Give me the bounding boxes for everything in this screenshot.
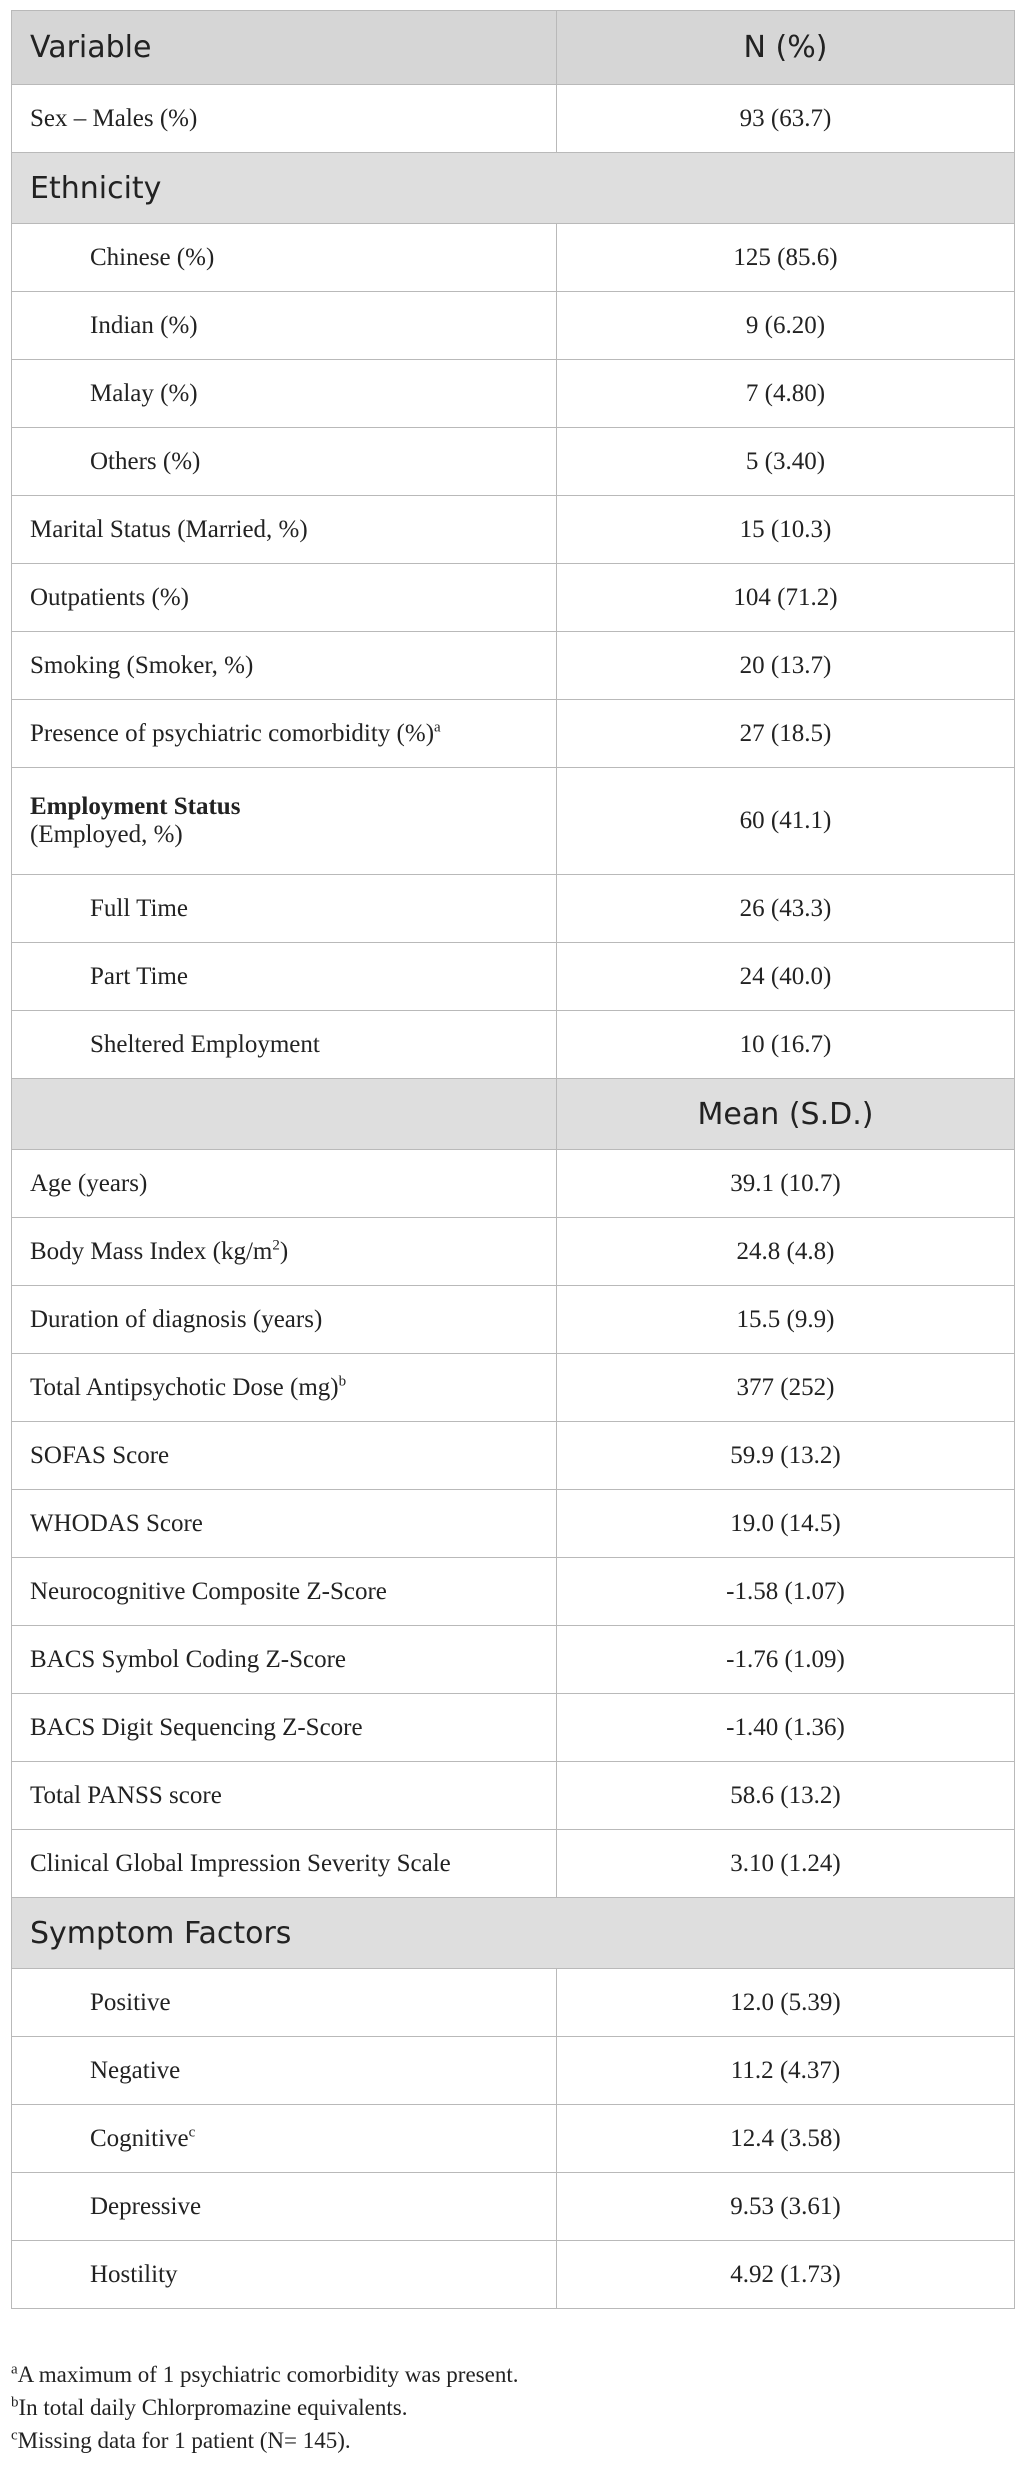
table-row <box>12 1558 1015 1626</box>
row-value: 15.5 (9.9) <box>557 1286 1015 1354</box>
row-label: Malay (%) <box>12 360 557 428</box>
row-label: Sheltered Employment <box>12 1011 557 1079</box>
row-value: 104 (71.2) <box>557 564 1015 632</box>
table-row <box>12 2241 1015 2309</box>
table-row <box>12 1286 1015 1354</box>
row-value: 11.2 (4.37) <box>557 2037 1015 2105</box>
row-label: Outpatients (%) <box>12 564 557 632</box>
header-n-percent: N (%) <box>557 11 1015 85</box>
employment-title: Employment Status <box>30 793 241 820</box>
section-row-mean <box>12 1079 1015 1150</box>
row-label: Cognitive <box>90 2124 189 2152</box>
row-label: Total PANSS score <box>12 1762 557 1830</box>
row-label-cell <box>12 700 557 768</box>
row-value: 24 (40.0) <box>557 943 1015 1011</box>
employment-subtitle: (Employed, %) <box>30 821 183 848</box>
table-row <box>12 632 1015 700</box>
demographics-table <box>11 10 1015 2309</box>
table-row <box>12 1830 1015 1898</box>
row-value: 19.0 (14.5) <box>557 1490 1015 1558</box>
table-row <box>12 292 1015 360</box>
row-value: 9 (6.20) <box>557 292 1015 360</box>
table-row <box>12 1422 1015 1490</box>
row-value: 26 (43.3) <box>557 875 1015 943</box>
row-label: Negative <box>12 2037 557 2105</box>
row-value: 39.1 (10.7) <box>557 1150 1015 1218</box>
row-label: SOFAS Score <box>12 1422 557 1490</box>
row-label: BACS Digit Sequencing Z-Score <box>12 1694 557 1762</box>
row-value: 377 (252) <box>557 1354 1015 1422</box>
table-row <box>12 85 1015 153</box>
table-row <box>12 1011 1015 1079</box>
table-row <box>12 496 1015 564</box>
row-label: Hostility <box>12 2241 557 2309</box>
row-label: Depressive <box>12 2173 557 2241</box>
row-value: 7 (4.80) <box>557 360 1015 428</box>
table-row <box>12 2037 1015 2105</box>
row-value: 27 (18.5) <box>557 700 1015 768</box>
row-value: 24.8 (4.8) <box>557 1218 1015 1286</box>
superscript: 2 <box>272 1237 280 1254</box>
footnote-text: In total daily Chlorpromazine equivalents. <box>18 2395 408 2420</box>
row-value: 9.53 (3.61) <box>557 2173 1015 2241</box>
table-row <box>12 1490 1015 1558</box>
table-row <box>12 700 1015 768</box>
table-header-row <box>12 11 1015 85</box>
footnote-mark: c <box>188 2124 196 2141</box>
table-row <box>12 1218 1015 1286</box>
row-label: Presence of psychiatric comorbidity (%) <box>30 719 435 747</box>
row-label: Smoking (Smoker, %) <box>12 632 557 700</box>
row-label: Sex – Males (%) <box>12 85 557 153</box>
table-row <box>12 360 1015 428</box>
row-label: Chinese (%) <box>12 224 557 292</box>
row-label: Age (years) <box>12 1150 557 1218</box>
section-title: Symptom Factors <box>12 1898 1015 1969</box>
footnote <box>11 2358 518 2391</box>
row-value: -1.58 (1.07) <box>557 1558 1015 1626</box>
table-container <box>11 10 1014 2309</box>
row-label-tail: ) <box>279 1237 289 1265</box>
row-label: Total Antipsychotic Dose (mg) <box>30 1373 339 1401</box>
footnote-mark: a <box>11 2361 18 2378</box>
footnote-mark: c <box>11 2427 18 2444</box>
row-value: 10 (16.7) <box>557 1011 1015 1079</box>
row-label: Part Time <box>12 943 557 1011</box>
row-value: 12.0 (5.39) <box>557 1969 1015 2037</box>
row-value: 20 (13.7) <box>557 632 1015 700</box>
row-value: 93 (63.7) <box>557 85 1015 153</box>
table-row-employment <box>12 768 1015 875</box>
row-label: Clinical Global Impression Severity Scale <box>12 1830 557 1898</box>
footnotes <box>11 2358 518 2457</box>
row-label-cell <box>12 2105 557 2173</box>
header-variable: Variable <box>12 11 557 85</box>
footnote-text: A maximum of 1 psychiatric comorbidity was present. <box>17 2362 519 2387</box>
row-label-cell <box>12 768 557 875</box>
row-value: -1.76 (1.09) <box>557 1626 1015 1694</box>
row-value: 3.10 (1.24) <box>557 1830 1015 1898</box>
row-label: Full Time <box>12 875 557 943</box>
row-value: 15 (10.3) <box>557 496 1015 564</box>
section-title: Ethnicity <box>12 153 1015 224</box>
table-row <box>12 1150 1015 1218</box>
table-row <box>12 1626 1015 1694</box>
table-row <box>12 1694 1015 1762</box>
row-value: 12.4 (3.58) <box>557 2105 1015 2173</box>
row-label: Neurocognitive Composite Z-Score <box>12 1558 557 1626</box>
row-value: 5 (3.40) <box>557 428 1015 496</box>
row-label: Body Mass Index (kg/m <box>30 1237 273 1265</box>
section-row-symptoms <box>12 1898 1015 1969</box>
table-row <box>12 943 1015 1011</box>
footnote-mark: b <box>11 2394 19 2411</box>
table-row <box>12 1354 1015 1422</box>
row-label: Others (%) <box>12 428 557 496</box>
table-row <box>12 564 1015 632</box>
table-row <box>12 224 1015 292</box>
section-blank-cell <box>12 1079 557 1150</box>
section-row-ethnicity <box>12 153 1015 224</box>
table-row <box>12 2173 1015 2241</box>
footnote-mark: b <box>338 1373 347 1390</box>
row-value: 125 (85.6) <box>557 224 1015 292</box>
table-row <box>12 428 1015 496</box>
row-label: BACS Symbol Coding Z-Score <box>12 1626 557 1694</box>
footnote-text: Missing data for 1 patient (N= 145). <box>17 2428 351 2453</box>
table-row <box>12 875 1015 943</box>
row-value: 59.9 (13.2) <box>557 1422 1015 1490</box>
row-label: Marital Status (Married, %) <box>12 496 557 564</box>
row-value: 58.6 (13.2) <box>557 1762 1015 1830</box>
row-label-cell <box>12 1218 557 1286</box>
table-row <box>12 2105 1015 2173</box>
table-row <box>12 1969 1015 2037</box>
footnote-mark: a <box>434 719 441 736</box>
row-label: Duration of diagnosis (years) <box>12 1286 557 1354</box>
footnote <box>11 2391 518 2424</box>
section-title: Mean (S.D.) <box>557 1079 1015 1150</box>
row-label: Indian (%) <box>12 292 557 360</box>
row-value: -1.40 (1.36) <box>557 1694 1015 1762</box>
row-value: 4.92 (1.73) <box>557 2241 1015 2309</box>
table-row <box>12 1762 1015 1830</box>
row-label-cell <box>12 1354 557 1422</box>
row-label: WHODAS Score <box>12 1490 557 1558</box>
row-value: 60 (41.1) <box>557 768 1015 875</box>
row-label: Positive <box>12 1969 557 2037</box>
footnote <box>11 2424 518 2457</box>
